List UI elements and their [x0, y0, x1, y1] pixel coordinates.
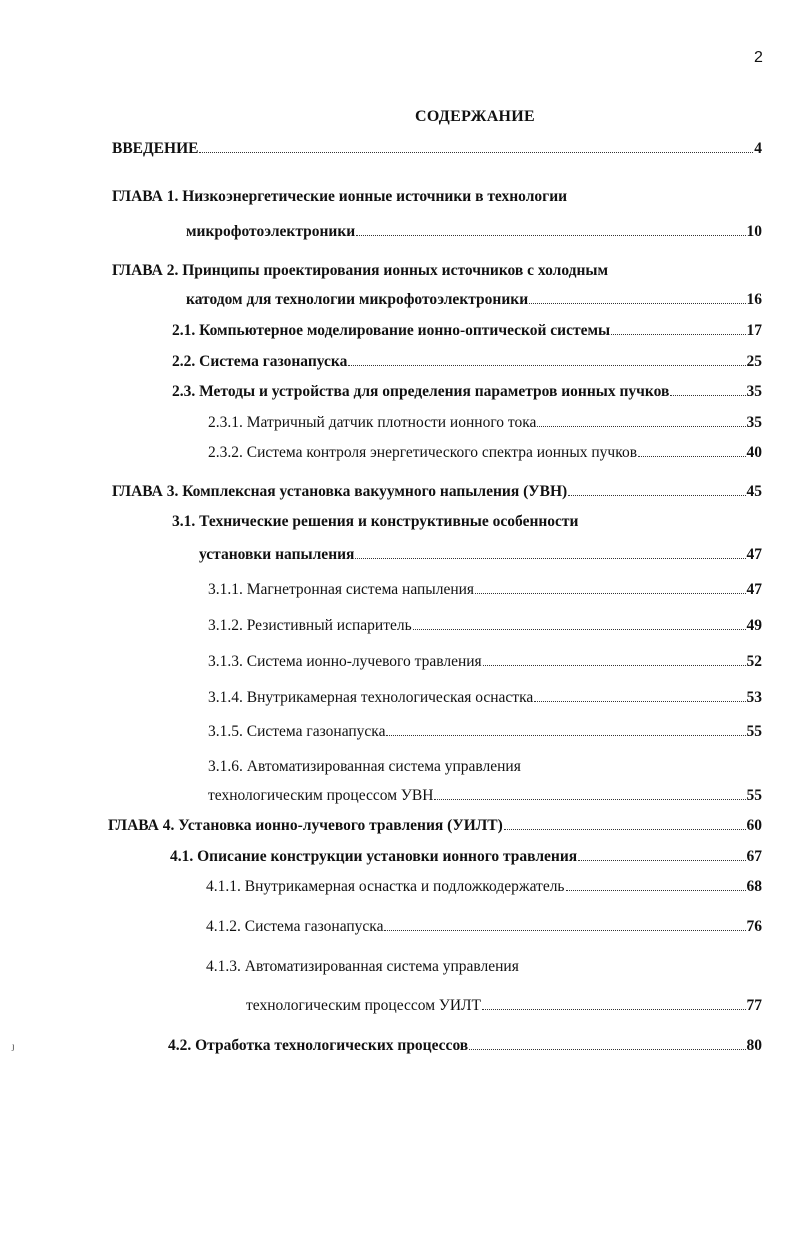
toc-entry-chapter-2-cont	[186, 290, 762, 310]
toc-entry-3-1-1	[208, 580, 762, 600]
toc-entry-page: 52	[746, 653, 762, 670]
dot-leader	[566, 890, 746, 891]
toc-entry-text: 4.1.3. Автоматизированная система управления	[206, 958, 519, 975]
dot-leader	[475, 593, 745, 594]
toc-entry-text: 3.1.6. Автоматизированная система управления	[208, 758, 521, 775]
toc-entry-page: 76	[746, 918, 762, 935]
toc-entry-chapter-1	[112, 187, 567, 207]
toc-entry-3-1-2	[208, 616, 762, 636]
toc-entry-introduction	[112, 139, 762, 159]
toc-entry-text: 2.2. Система газонапуска	[172, 353, 348, 370]
toc-entry-2-1	[172, 321, 762, 341]
toc-entry-page: 55	[746, 723, 762, 740]
toc-entry-page: 4	[754, 140, 762, 157]
toc-entry-text: 4.1.2. Система газонапуска	[206, 918, 384, 935]
toc-entry-3-1-4	[208, 688, 762, 708]
toc-entry-page: 17	[746, 322, 762, 339]
toc-entry-3-1-5	[208, 722, 762, 742]
toc-entry-text: 2.3.1. Матричный датчик плотности ионного тока	[208, 414, 537, 431]
toc-entry-text: ГЛАВА 1. Низкоэнергетические ионные источники в технологии	[112, 188, 568, 205]
dot-leader	[355, 558, 745, 559]
toc-entry-page: 67	[746, 848, 762, 865]
toc-entry-4-1-2	[206, 917, 762, 937]
toc-entry-2-3	[172, 382, 762, 402]
toc-entry-page: 45	[746, 483, 762, 500]
toc-entry-page: 68	[746, 878, 762, 895]
toc-entry-page: 35	[746, 414, 762, 431]
toc-entry-text: технологическим процессом УВН	[208, 787, 434, 804]
toc-entry-text: 3.1.2. Резистивный испаритель	[208, 617, 412, 634]
toc-entry-text: 2.3. Методы и устройства для определения параметров ионных пучков	[172, 383, 670, 400]
toc-entry-4-1-3-cont	[246, 996, 762, 1016]
dot-leader	[356, 235, 745, 236]
dot-leader	[670, 395, 745, 396]
toc-entry-text: 3.1.1. Магнетронная система напыления	[208, 581, 475, 598]
toc-entry-page: 10	[746, 223, 762, 240]
dot-leader	[537, 426, 745, 427]
dot-leader	[434, 799, 745, 800]
toc-entry-chapter-4	[108, 816, 762, 836]
toc-entry-page: 47	[746, 546, 762, 563]
toc-entry-page: 77	[746, 997, 762, 1014]
toc-entry-3-1-cont	[199, 545, 762, 565]
page-number: 2	[754, 49, 763, 66]
toc-entry-text: ГЛАВА 3. Комплексная установка вакуумного напыления (УВН)	[112, 483, 568, 500]
toc-entry-text: ВВЕДЕНИЕ	[112, 140, 199, 157]
toc-entry-page: 35	[746, 383, 762, 400]
dot-leader	[529, 303, 745, 304]
toc-entry-page: 49	[746, 617, 762, 634]
toc-entry-text: ГЛАВА 2. Принципы проектирования ионных источников с холодным	[112, 262, 609, 279]
toc-entry-text: 3.1.4. Внутрикамерная технологическая оснастка	[208, 689, 534, 706]
toc-entry-chapter-2	[112, 261, 608, 281]
toc-entry-page: 53	[746, 689, 762, 706]
dot-leader	[386, 735, 745, 736]
toc-entry-text: 3.1.5. Система газонапуска	[208, 723, 386, 740]
toc-entry-text: микрофотоэлектроники	[186, 223, 356, 240]
toc-entry-2-2	[172, 352, 762, 372]
toc-entry-2-3-1	[208, 413, 762, 433]
toc-entry-text: 3.1.3. Система ионно-лучевого травления	[208, 653, 482, 670]
toc-entry-page: 47	[746, 581, 762, 598]
dot-leader	[384, 930, 745, 931]
dot-leader	[638, 456, 745, 457]
toc-entry-3-1	[172, 512, 578, 532]
dot-leader	[348, 365, 745, 366]
toc-entry-page: 40	[746, 444, 762, 461]
toc-entry-chapter-1-cont	[186, 222, 762, 242]
toc-entry-text: 4.1. Описание конструкции установки ионного травления	[170, 848, 578, 865]
toc-entry-text: ГЛАВА 4. Установка ионно-лучевого травления (УИЛТ)	[108, 817, 503, 834]
toc-entry-text: 3.1. Технические решения и конструктивные особенности	[172, 513, 579, 530]
toc-entry-text: 4.1.1. Внутрикамерная оснастка и подложкодержатель	[206, 878, 565, 895]
dot-leader	[568, 495, 745, 496]
dot-leader	[413, 629, 746, 630]
dot-leader	[482, 1009, 745, 1010]
dot-leader	[483, 665, 746, 666]
dot-leader	[534, 701, 745, 702]
toc-entry-3-1-6-cont	[208, 786, 762, 806]
toc-entry-text: 4.2. Отработка технологических процессов	[168, 1037, 469, 1054]
toc-entry-page: 55	[746, 787, 762, 804]
toc-entry-3-1-3	[208, 652, 762, 672]
dot-leader	[504, 829, 746, 830]
dot-leader	[469, 1049, 745, 1050]
scan-mark: ȷ	[12, 1041, 15, 1051]
toc-entry-4-1-3	[206, 957, 519, 977]
page-title: СОДЕРЖАНИЕ	[414, 108, 536, 125]
toc-entry-text: установки напыления	[199, 546, 355, 563]
toc-entry-chapter-3	[112, 482, 762, 502]
toc-entry-page: 60	[746, 817, 762, 834]
toc-entry-text: 2.1. Компьютерное моделирование ионно-оптической системы	[172, 322, 611, 339]
dot-leader	[199, 152, 753, 153]
toc-entry-4-2	[168, 1036, 762, 1056]
toc-entry-2-3-2	[208, 443, 762, 463]
toc-entry-4-1-1	[206, 877, 762, 897]
toc-entry-page: 25	[746, 353, 762, 370]
toc-entry-text: технологическим процессом УИЛТ	[246, 997, 482, 1014]
toc-entry-page: 80	[746, 1037, 762, 1054]
toc-entry-4-1	[170, 847, 762, 867]
dot-leader	[611, 334, 745, 335]
toc-entry-page: 16	[746, 291, 762, 308]
toc-entry-text: 2.3.2. Система контроля энергетического спектра ионных пучков	[208, 444, 638, 461]
toc-entry-3-1-6	[208, 757, 521, 777]
dot-leader	[578, 860, 745, 861]
toc-entry-text: катодом для технологии микрофотоэлектроники	[186, 291, 529, 308]
